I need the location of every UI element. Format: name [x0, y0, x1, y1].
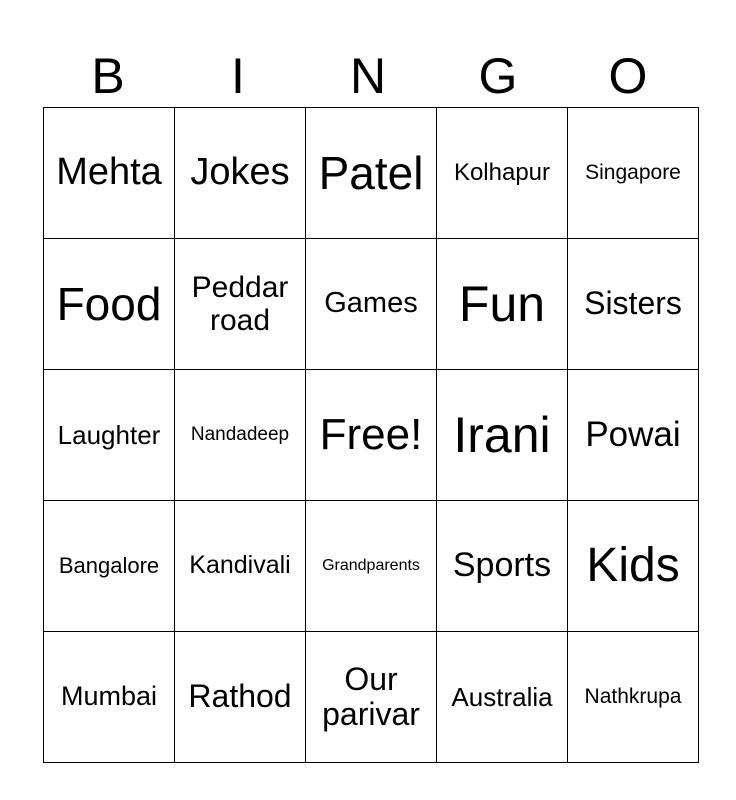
header-letter-b: B [91, 48, 125, 104]
bingo-cell[interactable]: Sisters [568, 239, 699, 370]
bingo-cell[interactable]: Singapore [568, 108, 699, 239]
bingo-cell[interactable]: Kolhapur [437, 108, 568, 239]
bingo-row [44, 501, 699, 632]
bingo-cell[interactable]: Australia [437, 632, 568, 763]
bingo-header [43, 44, 693, 108]
header-letter-n: N [349, 48, 387, 104]
bingo-row [44, 632, 699, 763]
bingo-cell[interactable]: Patel [306, 108, 437, 239]
bingo-cell[interactable]: Nathkrupa [568, 632, 699, 763]
header-letter-g: G [478, 48, 518, 104]
header-letter-i: I [231, 48, 245, 104]
bingo-cell[interactable]: Jokes [175, 108, 306, 239]
bingo-cell[interactable]: Free! [306, 370, 437, 501]
bingo-card [43, 107, 699, 763]
bingo-cell[interactable]: Food [44, 239, 175, 370]
bingo-cell[interactable]: Peddar road [175, 239, 306, 370]
bingo-cell[interactable]: Rathod [175, 632, 306, 763]
bingo-cell[interactable]: Laughter [44, 370, 175, 501]
bingo-cell[interactable]: Kids [568, 501, 699, 632]
bingo-cell[interactable]: Fun [437, 239, 568, 370]
bingo-cell[interactable]: Nandadeep [175, 370, 306, 501]
bingo-cell[interactable]: Bangalore [44, 501, 175, 632]
bingo-row [44, 108, 699, 239]
bingo-cell[interactable]: Powai [568, 370, 699, 501]
bingo-cell[interactable]: Kandivali [175, 501, 306, 632]
bingo-cell[interactable]: Mumbai [44, 632, 175, 763]
bingo-row [44, 239, 699, 370]
bingo-cell[interactable]: Games [306, 239, 437, 370]
bingo-cell[interactable]: Grandparents [306, 501, 437, 632]
bingo-cell[interactable]: Sports [437, 501, 568, 632]
bingo-cell[interactable]: Our parivar [306, 632, 437, 763]
header-letter-o: O [608, 48, 648, 104]
bingo-cell[interactable]: Mehta [44, 108, 175, 239]
bingo-row [44, 370, 699, 501]
bingo-cell[interactable]: Irani [437, 370, 568, 501]
